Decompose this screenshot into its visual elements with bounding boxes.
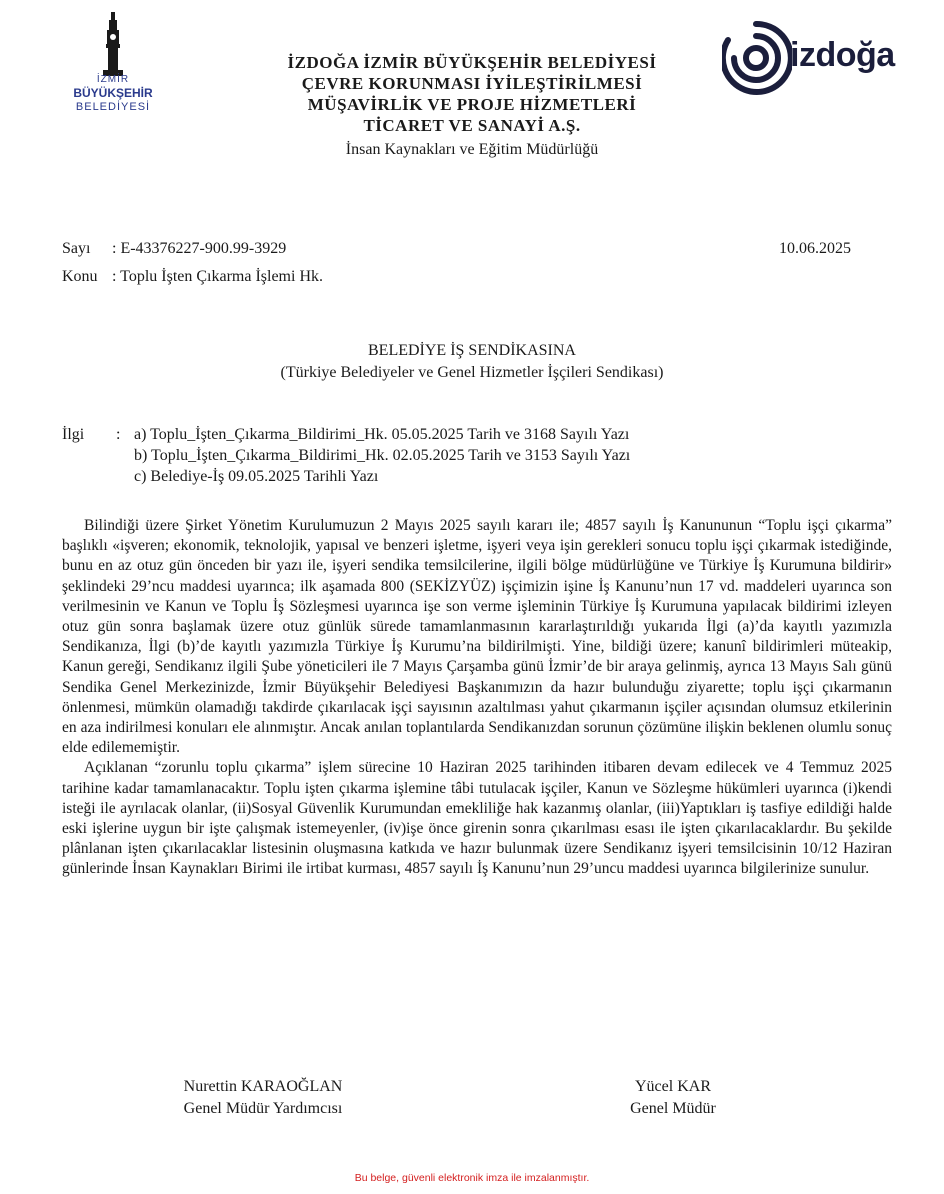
company-name-line: İZDOĞA İZMİR BÜYÜKŞEHİR BELEDİYESİ [287,53,657,72]
brand-name: izdoğa [790,36,895,74]
references-separator: : [116,426,121,443]
references-label: İlgi [62,426,85,443]
body-paragraph: Açıklanan “zorunlu toplu çıkarma” işlem sürecine 10 Haziran 2025 tarihinden itibaren devam edilecek ve 4 Temmuz 2025 tarihine kadar tamamlanacaktır. Toplu işten çıkarma işlemine tâbi tutulacak işçiler, Kanun ve Sözleşme hükümleri uyarınca (i)kendi isteği ile ayrılacak olanlar, (ii)Sosyal Güvenlik Kurumundan emekliliğe hak kazanmış olanlar, (iii)Yaptıkları iş tasfiye edildiği halde eski işlerine uygun bir işte çalışmak istemeyenler, (iv)işe önce girenin sonra çıkarılması esası ile işten çıkarılacaklardır. Bu şekilde plânlanan işten çıkarılacaklar listesinin oluşmasına katkıda ve hazır bulunmak üzere Sendikanız işyeri temsilcisinin 10/12 Haziran günlerinde İnsan Kaynakları Birimi ile irtibat kurması, 4857 sayılı İş Kanunu’nun 29’uncu maddesi uyarınca bilgilerinize sunulur. [62,759,892,878]
body-paragraph: Bilindiği üzere Şirket Yönetim Kurulumuzun 2 Mayıs 2025 sayılı kararı ile; 4857 sayılı İş Kanununun “Toplu işçi çıkarma” başlıklı «işveren; ekonomik, teknolojik, yapısal ve benzeri işletme, işyeri veya işin gerekleri sonucu toplu işçi çıkarmak istediğinde, bunu en az otuz gün önceden bir yazı ile, işyeri sendika temsilcilerine, ilgili bölge müdürlüğüne ve Türkiye İş Kurumuna bildirir» şeklindeki 29’ncu maddesi uyarınca; ilk aşamada 800 (SEKİZYÜZ) işçimizin işine İş Kanunu’nun 17 vd. maddeleri uyarınca son verilmesinin ve Kanun ve Toplu İş Sözleşmesi uyarınca işe son verme işleminin Türkiye İş Kurumuna yapılacak bildirimi izleyen otuz gün sonra başlamak üzere otuz günlük sürede tamamlanmasının kararlaştırıldığı yukarıda İlgi (a)’da kayıtlı yazımızla Sendikanıza, İlgi (b)’de kayıtlı yazımızla Türkiye İş Kurumu’na bildirilmişti. Yine, bildiği üzere; kanunî bildirimleri müteakip, Kanun gereği, Sendikanız ilgili Şube yöneticileri ile 7 Mayıs Çarşamba günü İzmir’de bir araya gelinmiş, ayrıca 13 Mayıs Salı günü Sendika Genel Merkezinizde, İzmir Büyükşehir Belediyesi Başkanımızın da hazır bulunduğu ziyarette; toplu işçi çıkarmanın önlenmesi, mümkün olamadığı takdirde çıkarılacak işçi sayısının azaltılması yahut çıkarmanın işçiler açısından olumsuz etkilerinin en aza indirilmesi konuları ele alınmıştır. Ancak anılan toplantılarda Sendikanızdan sorunun çözümüne ilişkin beklenen olumlu sonuç elde edilememiştir. [62,517,892,757]
logo-text-izmir: İZMİR [96,74,130,85]
konu-row [62,268,323,286]
department-name: İnsan Kaynakları ve Eğitim Müdürlüğü [345,141,599,158]
document-date: 10.06.2025 [779,240,851,257]
signatory-title: Genel Müdür [630,1100,716,1117]
reference-item: c) Belediye-İş 09.05.2025 Tarihli Yazı [134,468,379,485]
clock-tower-icon [98,12,128,80]
letterhead [230,52,714,161]
signatory-name: Yücel KAR [635,1078,711,1095]
logo-text-buyuksehir: BÜYÜKŞEHİR [73,86,153,100]
konu-value: : Toplu İşten Çıkarma İşlemi Hk. [112,268,323,285]
izmir-municipality-logo [58,8,168,118]
addressee-title: BELEDİYE İŞ SENDİKASINA [368,342,576,359]
signatory-name: Nurettin KARAOĞLAN [183,1078,343,1095]
sayi-label: Sayı [62,240,91,257]
sayi-value: : E-43376227-900.99-3929 [112,240,287,257]
reference-item: b) Toplu_İşten_Çıkarma_Bildirimi_Hk. 02.05.2025 Tarih ve 3153 Sayılı Yazı [134,447,631,464]
company-name-line: MÜŞAVİRLİK VE PROJE HİZMETLERİ [307,95,637,114]
logo-text-belediyesi: BELEDİYESİ [75,101,151,113]
sayi-row [62,240,286,258]
addressee-subtitle: (Türkiye Belediyeler ve Genel Hizmetler İşçileri Sendikası) [280,364,664,381]
company-name-line: TİCARET VE SANAYİ A.Ş. [363,116,581,135]
letter-body [62,516,892,880]
signature-block-right [598,1076,748,1120]
e-signature-note: Bu belge, güvenli elektronik imza ile imzalanmıştır. [354,1172,590,1184]
sound-wave-icon [722,14,792,100]
reference-item: a) Toplu_İşten_Çıkarma_Bildirimi_Hk. 05.05.2025 Tarih ve 3168 Sayılı Yazı [134,426,630,443]
izdoga-logo [722,14,922,100]
konu-label: Konu [62,268,98,285]
signatory-title: Genel Müdür Yardımcısı [183,1100,343,1117]
signature-block-left [150,1076,376,1120]
company-name-line: ÇEVRE KORUNMASI İYİLEŞTİRİLMESİ [301,74,643,93]
